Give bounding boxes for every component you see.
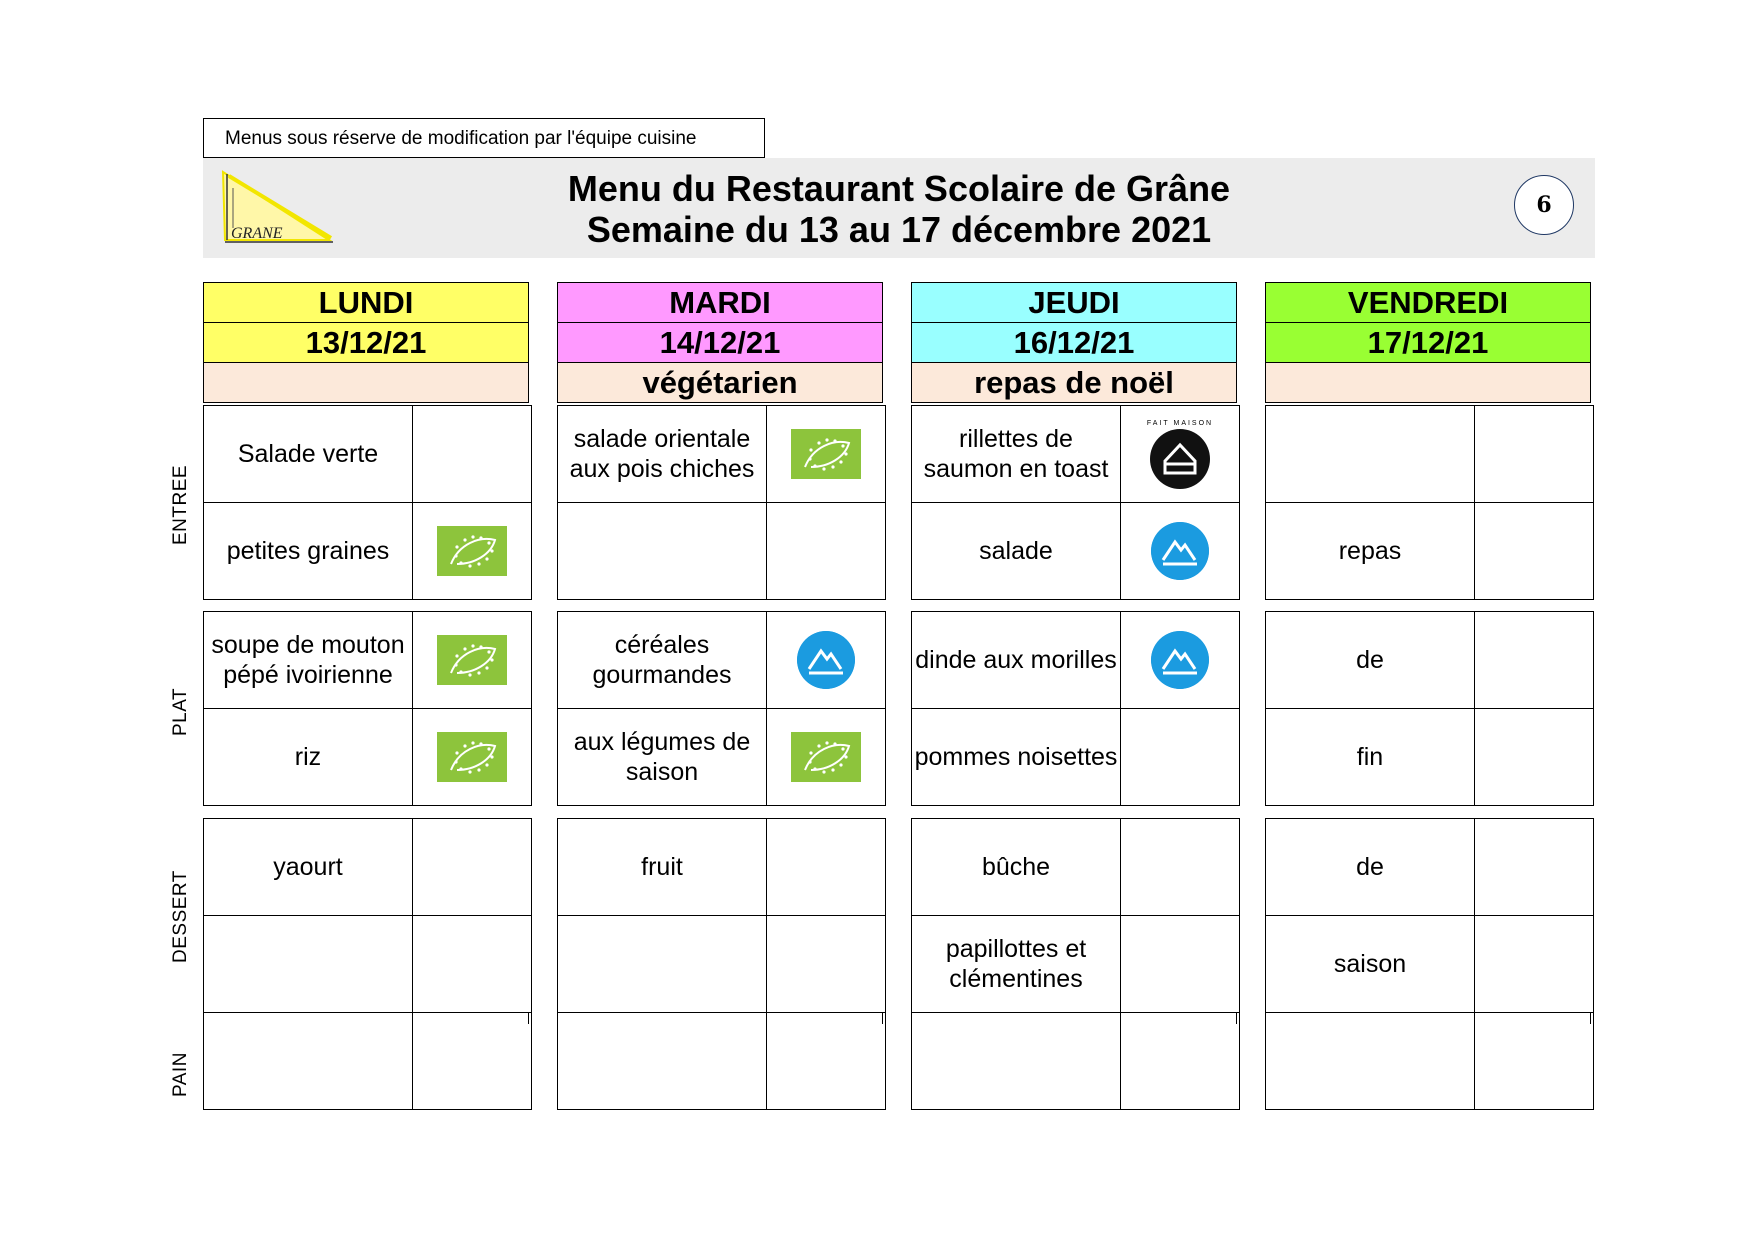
dish-name: yaourt xyxy=(204,819,413,916)
dish-name: aux légumes de saison xyxy=(558,709,767,806)
dish-label-cell xyxy=(767,406,886,503)
day-name: LUNDI xyxy=(203,282,529,323)
menu-row xyxy=(204,709,532,806)
dish-name: fin xyxy=(1266,709,1475,806)
header-banner xyxy=(203,158,1595,258)
menu-row xyxy=(1266,819,1594,916)
dish-name: dinde aux morilles xyxy=(912,612,1121,709)
day-date: 14/12/21 xyxy=(557,322,883,363)
menu-row xyxy=(1266,916,1594,1013)
title-line-2: Semaine du 13 au 17 décembre 2021 xyxy=(586,209,1212,250)
menu-row xyxy=(558,709,886,806)
dish-name xyxy=(204,916,413,1013)
day-date: 16/12/21 xyxy=(911,322,1237,363)
dish-name: bûche xyxy=(912,819,1121,916)
dish-label-cell xyxy=(1121,503,1240,600)
dish-name: papillottes et clémentines xyxy=(912,916,1121,1013)
menu-row xyxy=(558,916,886,1013)
menu-row xyxy=(204,916,532,1013)
menu-block-pain xyxy=(1265,1012,1594,1110)
day-theme xyxy=(203,362,529,403)
dish-name: salade orientale aux pois chiches xyxy=(558,406,767,503)
day-header-lundi xyxy=(203,282,529,403)
section-label-plat: PLAT xyxy=(170,687,191,736)
dish-label-cell xyxy=(1475,612,1594,709)
dish-name: riz xyxy=(204,709,413,806)
dish-name: rillettes de saumon en toast xyxy=(912,406,1121,503)
bio-leaf-icon xyxy=(791,732,861,782)
menu-block-dessert xyxy=(557,818,886,1013)
menu-row xyxy=(1266,1013,1594,1110)
menu-row xyxy=(204,406,532,503)
menu-block-dessert xyxy=(203,818,532,1013)
dish-label-cell xyxy=(413,709,532,806)
fait-maison-icon xyxy=(1143,417,1217,491)
menu-row xyxy=(558,1013,886,1110)
dish-name xyxy=(912,1013,1121,1110)
menu-row xyxy=(558,503,886,600)
day-name: VENDREDI xyxy=(1265,282,1591,323)
menu-row xyxy=(912,819,1240,916)
menu-block-plat xyxy=(1265,611,1594,806)
menu-block-entree xyxy=(203,405,532,600)
notice-box xyxy=(203,118,765,158)
bio-leaf-icon xyxy=(437,732,507,782)
menu-row xyxy=(912,1013,1240,1110)
pain-divider xyxy=(203,1012,529,1024)
dish-label-cell xyxy=(413,612,532,709)
menu-row xyxy=(558,819,886,916)
menu-row xyxy=(1266,406,1594,503)
pain-divider xyxy=(557,1012,883,1024)
dish-label-cell xyxy=(413,1013,532,1110)
dish-label-cell xyxy=(413,406,532,503)
menu-block-entree xyxy=(557,405,886,600)
menu-row xyxy=(912,503,1240,600)
dish-label-cell xyxy=(767,709,886,806)
menu-block-pain xyxy=(557,1012,886,1110)
section-label-entree: ENTREE xyxy=(170,464,191,545)
menu-block-pain xyxy=(203,1012,532,1110)
menu-block-pain xyxy=(911,1012,1240,1110)
menu-row xyxy=(1266,612,1594,709)
dish-name: fruit xyxy=(558,819,767,916)
menu-block-plat xyxy=(203,611,532,806)
logo-text: GRANE xyxy=(231,225,283,242)
dish-name: salade xyxy=(912,503,1121,600)
pain-divider xyxy=(911,1012,1237,1024)
dish-label-cell xyxy=(413,819,532,916)
svg-text:FAIT MAISON: FAIT MAISON xyxy=(1146,420,1214,427)
title-line-1: Menu du Restaurant Scolaire de Grâne xyxy=(567,168,1231,209)
dish-label-cell xyxy=(413,916,532,1013)
dish-label-cell xyxy=(1475,819,1594,916)
day-name: MARDI xyxy=(557,282,883,323)
dish-label-cell xyxy=(1121,819,1240,916)
dish-label-cell xyxy=(1475,916,1594,1013)
dish-label-cell xyxy=(767,503,886,600)
dish-name: petites graines xyxy=(204,503,413,600)
bio-leaf-icon xyxy=(791,429,861,479)
dish-name xyxy=(558,503,767,600)
dish-label-cell xyxy=(767,612,886,709)
dish-label-cell xyxy=(1121,916,1240,1013)
dish-name: de xyxy=(1266,612,1475,709)
dish-name: saison xyxy=(1266,916,1475,1013)
menu-row xyxy=(912,406,1240,503)
dish-label-cell xyxy=(1475,1013,1594,1110)
dish-name: céréales gourmandes xyxy=(558,612,767,709)
menu-row xyxy=(204,612,532,709)
dish-label-cell xyxy=(1475,406,1594,503)
menu-block-plat xyxy=(557,611,886,806)
dish-label-cell xyxy=(1121,1013,1240,1110)
bio-leaf-icon xyxy=(437,635,507,685)
dish-name: repas xyxy=(1266,503,1475,600)
day-theme: végétarien xyxy=(557,362,883,403)
menu-block-dessert xyxy=(1265,818,1594,1013)
dish-name xyxy=(204,1013,413,1110)
notice-text: Menus sous réserve de modification par l'équipe cuisine xyxy=(225,128,697,149)
day-header-jeudi xyxy=(911,282,1237,403)
mountain-label-icon xyxy=(1151,522,1209,580)
day-header-vendredi xyxy=(1265,282,1591,403)
dish-name: Salade verte xyxy=(204,406,413,503)
dish-label-cell xyxy=(767,819,886,916)
menu-row xyxy=(1266,503,1594,600)
menu-row xyxy=(204,503,532,600)
day-date: 13/12/21 xyxy=(203,322,529,363)
day-theme: repas de noël xyxy=(911,362,1237,403)
dish-name xyxy=(558,916,767,1013)
dish-name: soupe de mouton pépé ivoirienne xyxy=(204,612,413,709)
menu-row xyxy=(912,612,1240,709)
menu-block-dessert xyxy=(911,818,1240,1013)
day-date: 17/12/21 xyxy=(1265,322,1591,363)
dish-name xyxy=(1266,406,1475,503)
section-label-dessert: DESSERT xyxy=(170,870,191,963)
menu-block-plat xyxy=(911,611,1240,806)
menu-row xyxy=(912,709,1240,806)
day-header-mardi xyxy=(557,282,883,403)
dish-name: de xyxy=(1266,819,1475,916)
dish-label-cell xyxy=(767,916,886,1013)
section-label-pain: PAIN xyxy=(170,1052,191,1097)
dish-label-cell xyxy=(1475,503,1594,600)
mountain-label-icon xyxy=(1151,631,1209,689)
menu-row xyxy=(558,406,886,503)
page-number-badge: 6 xyxy=(1514,175,1574,235)
menu-row xyxy=(912,916,1240,1013)
dish-label-cell xyxy=(1121,709,1240,806)
menu-row xyxy=(204,1013,532,1110)
menu-row xyxy=(204,819,532,916)
day-name: JEUDI xyxy=(911,282,1237,323)
dish-name: pommes noisettes xyxy=(912,709,1121,806)
page-title xyxy=(203,168,1595,250)
dish-label-cell xyxy=(1475,709,1594,806)
menu-row xyxy=(1266,709,1594,806)
dish-label-cell xyxy=(1121,612,1240,709)
day-theme xyxy=(1265,362,1591,403)
dish-label-cell xyxy=(1121,406,1240,503)
dish-label-cell xyxy=(413,503,532,600)
menu-row xyxy=(558,612,886,709)
pain-divider xyxy=(1265,1012,1591,1024)
menu-block-entree xyxy=(911,405,1240,600)
menu-block-entree xyxy=(1265,405,1594,600)
dish-name xyxy=(1266,1013,1475,1110)
dish-label-cell xyxy=(767,1013,886,1110)
dish-name xyxy=(558,1013,767,1110)
mountain-label-icon xyxy=(797,631,855,689)
bio-leaf-icon xyxy=(437,526,507,576)
